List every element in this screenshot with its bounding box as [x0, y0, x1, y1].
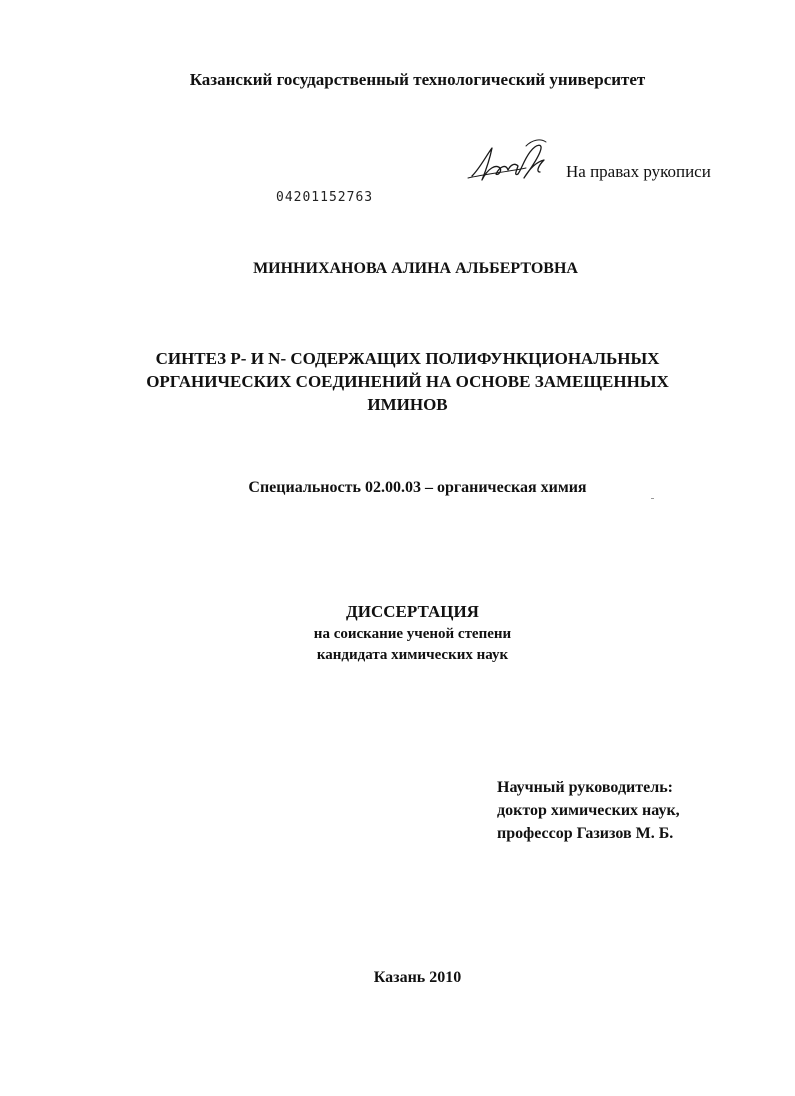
dissertation-title-line-2: ОРГАНИЧЕСКИХ СОЕДИНЕНИЙ НА ОСНОВЕ ЗАМЕЩЕННЫХ [146, 372, 669, 391]
advisor-name: профессор Газизов М. Б. [497, 825, 674, 842]
degree-line-2: кандидата химических наук [316, 647, 509, 663]
author-name: МИННИХАНОВА АЛИНА АЛЬБЕРТОВНА [253, 260, 578, 277]
registry-number: 04201152763 [276, 190, 374, 205]
dissertation-heading: ДИССЕРТАЦИЯ [346, 602, 479, 621]
dissertation-title-line-3: ИМИНОВ [367, 395, 448, 414]
advisor-label: Научный руководитель: [497, 779, 673, 796]
advisor-degree: доктор химических наук, [497, 802, 680, 819]
university-name: Казанский государственный технологический университет [189, 70, 646, 89]
degree-line-1: на соискание ученой степени [313, 626, 512, 642]
scan-speck [651, 498, 654, 499]
handwritten-signature [466, 138, 564, 188]
dissertation-title-line-1: СИНТЕЗ Р- И N- СОДЕРЖАЩИХ ПОЛИФУНКЦИОНАЛЬНЫХ [155, 349, 660, 368]
manuscript-note: На правах рукописи [566, 162, 711, 181]
city-year: Казань 2010 [373, 969, 462, 986]
specialty: Специальность 02.00.03 – органическая химия [248, 479, 587, 496]
